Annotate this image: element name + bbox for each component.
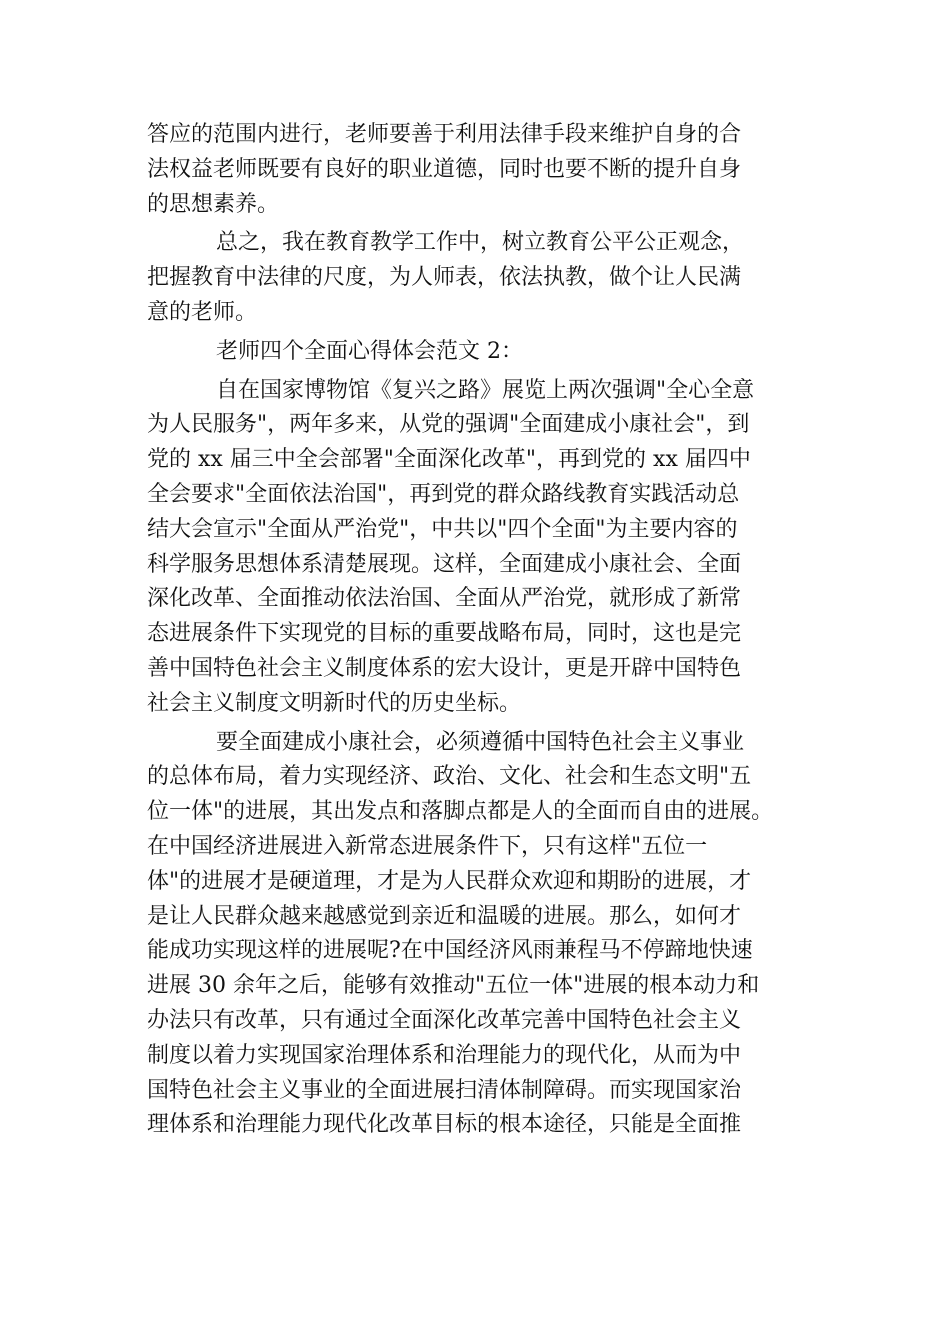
text-line: 位一体"的进展，其出发点和落脚点都是人的全面而自由的进展。	[147, 799, 774, 825]
text-line: 体"的进展才是硬道理，才是为人民群众欢迎和期盼的进展，才	[147, 868, 752, 894]
text-line: 善中国特色社会主义制度体系的宏大设计，更是开辟中国特色	[147, 655, 742, 681]
text-line: 社会主义制度文明新时代的历史坐标。	[147, 690, 522, 716]
text-line: 要全面建成小康社会，必须遵循中国特色社会主义事业	[216, 729, 745, 755]
text-line: 办法只有改革，只有通过全面深化改革完善中国特色社会主义	[147, 1007, 742, 1033]
text-line: 理体系和治理能力现代化改革目标的根本途径，只能是全面推	[147, 1112, 742, 1138]
text-line: 老师四个全面心得体会范文 2：	[216, 338, 523, 364]
text-line: 法权益老师既要有良好的职业道德，同时也要不断的提升自身	[147, 156, 742, 182]
text-line: 总之，我在教育教学工作中，树立教育公平公正观念，	[216, 230, 745, 256]
text-line: 制度以着力实现国家治理体系和治理能力的现代化，从而为中	[147, 1042, 742, 1068]
text-line: 的总体布局，着力实现经济、政治、文化、社会和生态文明"五	[147, 764, 752, 790]
text-line: 国特色社会主义事业的全面进展扫清体制障碍。而实现国家治	[147, 1077, 742, 1103]
text-line: 是让人民群众越来越感觉到亲近和温暖的进展。那么，如何才	[147, 903, 742, 929]
text-line: 进展 30 余年之后，能够有效推动"五位一体"进展的根本动力和	[147, 973, 760, 999]
text-line: 深化改革、全面推动依法治国、全面从严治党，就形成了新常	[147, 586, 742, 612]
text-line: 自在国家博物馆《复兴之路》展览上两次强调"全心全意	[216, 377, 755, 403]
text-line: 能成功实现这样的进展呢?在中国经济风雨兼程马不停蹄地快速	[147, 938, 753, 964]
text-line: 态进展条件下实现党的目标的重要战略布局，同时，这也是完	[147, 621, 742, 647]
text-line: 在中国经济进展进入新常态进展条件下，只有这样"五位一	[147, 833, 708, 859]
text-line: 科学服务思想体系清楚展现。这样，全面建成小康社会、全面	[147, 551, 742, 577]
body-text	[147, 118, 827, 1143]
text-line: 的思想素养。	[147, 191, 280, 217]
text-line: 全会要求"全面依法治国"，再到党的群众路线教育实践活动总	[147, 481, 740, 507]
text-line: 为人民服务"，两年多来，从党的强调"全面建成小康社会"，到	[147, 412, 750, 438]
text-line: 党的 xx 届三中全会部署"全面深化改革"，再到党的 xx 届四中	[147, 447, 751, 473]
text-line: 把握教育中法律的尺度，为人师表，依法执教，做个让人民满	[147, 265, 742, 291]
text-line: 意的老师。	[147, 299, 258, 325]
text-line: 答应的范围内进行，老师要善于利用法律手段来维护自身的合	[147, 122, 742, 147]
text-line: 结大会宣示"全面从严治党"，中共以"四个全面"为主要内容的	[147, 516, 738, 542]
